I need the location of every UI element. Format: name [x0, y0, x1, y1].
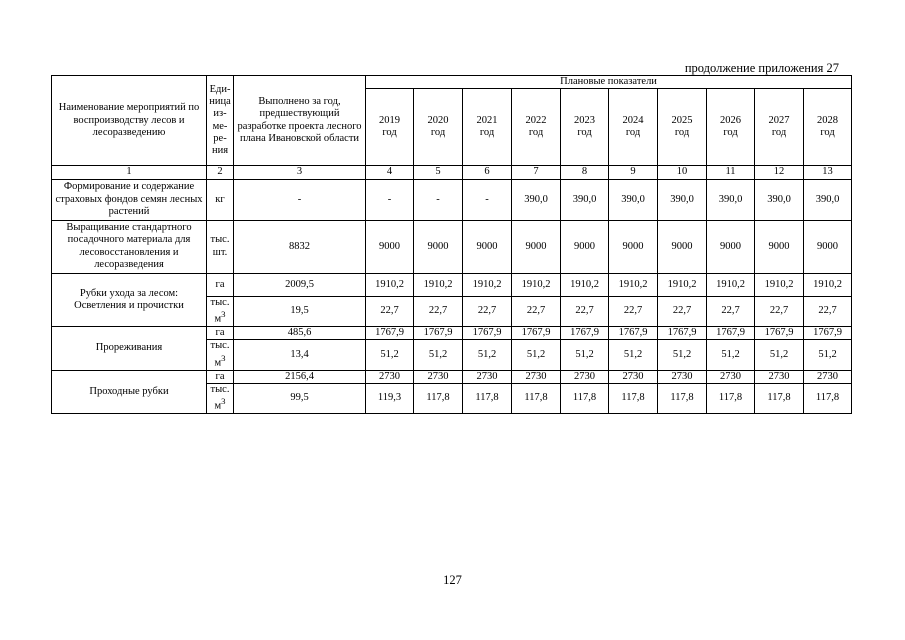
value-cell: 9000 [512, 220, 561, 273]
col-index: 6 [463, 166, 512, 179]
value-cell: 1910,2 [755, 273, 804, 296]
value-cell: 390,0 [804, 179, 852, 220]
value-cell: 1767,9 [414, 327, 463, 340]
header-row-1 [52, 76, 852, 89]
value-cell: 9000 [609, 220, 658, 273]
value-cell: 51,2 [463, 340, 512, 370]
page-number: 127 [443, 573, 462, 587]
value-cell: 390,0 [707, 179, 755, 220]
row-unit: га [207, 273, 234, 296]
value-cell: 51,2 [414, 340, 463, 370]
value-cell: 117,8 [414, 384, 463, 414]
row-name: Формирование и содержание страховых фондов семян лесных растений [52, 179, 207, 220]
value-cell: 117,8 [804, 384, 852, 414]
value-cell: 51,2 [561, 340, 609, 370]
value-cell: 390,0 [512, 179, 561, 220]
value-cell: 1767,9 [707, 327, 755, 340]
row-unit: тыс. $м^3$ [207, 384, 234, 414]
value-cell: 1767,9 [463, 327, 512, 340]
value-cell: 2009,5 [234, 273, 366, 296]
value-cell: 22,7 [609, 296, 658, 326]
value-cell: 2730 [512, 370, 561, 383]
value-cell: 2730 [414, 370, 463, 383]
value-cell: 22,7 [707, 296, 755, 326]
value-cell: 1767,9 [658, 327, 707, 340]
value-cell: 22,7 [463, 296, 512, 326]
value-cell: 2730 [463, 370, 512, 383]
value-cell: - [366, 179, 414, 220]
value-cell: 99,5 [234, 384, 366, 414]
value-cell: 390,0 [658, 179, 707, 220]
value-cell: 2730 [658, 370, 707, 383]
value-cell: 22,7 [414, 296, 463, 326]
header-prev-year: Выполнено за год, предшествующий разработке проекта лесного плана Ивановской области [234, 76, 366, 166]
value-cell: 2156,4 [234, 370, 366, 383]
value-cell: 1767,9 [804, 327, 852, 340]
col-index: 12 [755, 166, 804, 179]
year-2027: 2027 год [755, 89, 804, 166]
value-cell: 2730 [707, 370, 755, 383]
value-cell: 2730 [366, 370, 414, 383]
table-row-passage-ha [52, 370, 852, 383]
value-cell: 51,2 [755, 340, 804, 370]
year-2023: 2023 год [561, 89, 609, 166]
value-cell: 117,8 [658, 384, 707, 414]
row-unit: га [207, 370, 234, 383]
value-cell: 9000 [366, 220, 414, 273]
value-cell: 1767,9 [609, 327, 658, 340]
value-cell: - [234, 179, 366, 220]
value-cell: 117,8 [463, 384, 512, 414]
value-cell: 51,2 [804, 340, 852, 370]
year-2025: 2025 год [658, 89, 707, 166]
value-cell: 1910,2 [414, 273, 463, 296]
value-cell: 51,2 [366, 340, 414, 370]
value-cell: 390,0 [755, 179, 804, 220]
value-cell: 9000 [804, 220, 852, 273]
row-unit: тыс. $м^3$ [207, 296, 234, 326]
header-unit: Еди- ница из- ме- ре- ния [207, 76, 234, 166]
col-index: 5 [414, 166, 463, 179]
value-cell: 390,0 [609, 179, 658, 220]
value-cell: 22,7 [366, 296, 414, 326]
value-cell: 22,7 [512, 296, 561, 326]
col-index: 9 [609, 166, 658, 179]
column-index-row [52, 166, 852, 179]
value-cell: 8832 [234, 220, 366, 273]
year-2020: 2020 год [414, 89, 463, 166]
value-cell: 117,8 [512, 384, 561, 414]
value-cell: 22,7 [561, 296, 609, 326]
value-cell: 117,8 [755, 384, 804, 414]
value-cell: 1910,2 [658, 273, 707, 296]
table-row-planting-material [52, 220, 852, 273]
value-cell: 9000 [658, 220, 707, 273]
value-cell: - [414, 179, 463, 220]
value-cell: 22,7 [804, 296, 852, 326]
table-row-thinning-ha [52, 327, 852, 340]
value-cell: 9000 [755, 220, 804, 273]
value-cell: 117,8 [707, 384, 755, 414]
value-cell: 119,3 [366, 384, 414, 414]
value-cell: 1910,2 [707, 273, 755, 296]
value-cell: 19,5 [234, 296, 366, 326]
col-index: 10 [658, 166, 707, 179]
value-cell: 51,2 [707, 340, 755, 370]
value-cell: 2730 [609, 370, 658, 383]
value-cell: 390,0 [561, 179, 609, 220]
value-cell: 117,8 [609, 384, 658, 414]
plan-table [51, 75, 852, 414]
value-cell: 13,4 [234, 340, 366, 370]
row-unit: га [207, 327, 234, 340]
value-cell: 1910,2 [804, 273, 852, 296]
year-2028: 2028 год [804, 89, 852, 166]
value-cell: 1767,9 [755, 327, 804, 340]
value-cell: 9000 [707, 220, 755, 273]
col-index: 2 [207, 166, 234, 179]
value-cell: 9000 [414, 220, 463, 273]
value-cell: 51,2 [609, 340, 658, 370]
year-2022: 2022 год [512, 89, 561, 166]
col-index: 3 [234, 166, 366, 179]
value-cell: 22,7 [658, 296, 707, 326]
table-row-clearing-ha [52, 273, 852, 296]
value-cell: 1767,9 [512, 327, 561, 340]
year-2026: 2026 год [707, 89, 755, 166]
value-cell: 1910,2 [561, 273, 609, 296]
header-name: Наименование мероприятий по воспроизводству лесов и лесоразведению [52, 76, 207, 166]
col-index: 7 [512, 166, 561, 179]
row-name: Выращивание стандартного посадочного материала для лесовосстановления и лесоразведения [52, 220, 207, 273]
value-cell: 51,2 [658, 340, 707, 370]
value-cell: 117,8 [561, 384, 609, 414]
value-cell: 22,7 [755, 296, 804, 326]
col-index: 13 [804, 166, 852, 179]
year-2021: 2021 год [463, 89, 512, 166]
value-cell: 485,6 [234, 327, 366, 340]
col-index: 4 [366, 166, 414, 179]
col-index: 1 [52, 166, 207, 179]
value-cell: - [463, 179, 512, 220]
value-cell: 1910,2 [512, 273, 561, 296]
continuation-note: продолжение приложения 27 [684, 61, 839, 75]
value-cell: 1910,2 [463, 273, 512, 296]
value-cell: 1910,2 [366, 273, 414, 296]
row-name: Рубки ухода за лесом: Осветления и прочистки [52, 273, 207, 326]
value-cell: 1767,9 [561, 327, 609, 340]
header-planned: Плановые показатели [366, 76, 852, 89]
value-cell: 51,2 [512, 340, 561, 370]
value-cell: 2730 [804, 370, 852, 383]
row-name: Прореживания [52, 327, 207, 371]
year-2024: 2024 год [609, 89, 658, 166]
value-cell: 9000 [561, 220, 609, 273]
col-index: 11 [707, 166, 755, 179]
row-unit: тыс. $м^3$ [207, 340, 234, 370]
value-cell: 9000 [463, 220, 512, 273]
value-cell: 2730 [561, 370, 609, 383]
row-unit: кг [207, 179, 234, 220]
value-cell: 2730 [755, 370, 804, 383]
year-2019: 2019 год [366, 89, 414, 166]
col-index: 8 [561, 166, 609, 179]
value-cell: 1910,2 [609, 273, 658, 296]
value-cell: 1767,9 [366, 327, 414, 340]
row-unit: тыс. шт. [207, 220, 234, 273]
table-row-seed-funds [52, 179, 852, 220]
row-name: Проходные рубки [52, 370, 207, 414]
